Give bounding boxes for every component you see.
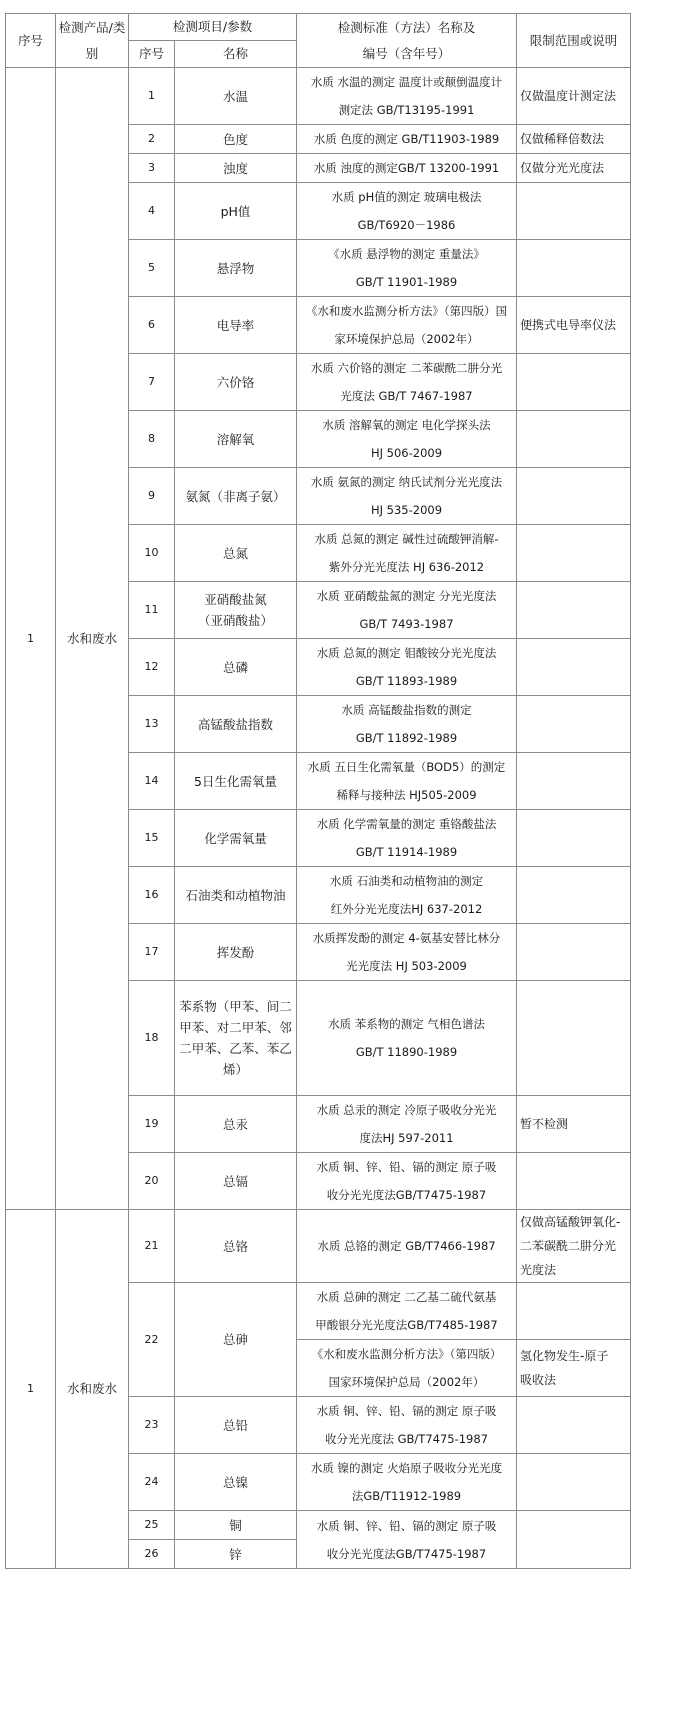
note-cell	[517, 981, 631, 1096]
note-line: 便携式电导率仪法	[520, 318, 617, 332]
note-cell	[517, 1210, 631, 1283]
header-item-group: 检测项目/参数	[129, 14, 297, 41]
item-name-cell	[175, 1540, 297, 1569]
standards-table	[5, 13, 631, 1569]
item-seq-cell: 13	[129, 696, 175, 753]
note-cell	[517, 525, 631, 582]
item-name-cell	[175, 753, 297, 810]
standard-cell	[297, 1454, 517, 1511]
note-line: 仅做稀释倍数法	[520, 132, 605, 146]
standard-line: 水质 总氮的测定 碱性过硫酸钾消解-	[314, 532, 499, 546]
note-line: 仅做分光光度法	[520, 161, 605, 175]
standard-line: 水质 铜、锌、铅、镉的测定 原子吸	[316, 1404, 497, 1418]
item-name-line: 亚硝酸盐氮	[204, 592, 267, 607]
header-standard-line-2: 编号（含年号）	[362, 45, 451, 61]
header-category	[56, 14, 129, 68]
note-cell	[517, 1511, 631, 1569]
item-name-line: 挥发酚	[216, 944, 255, 960]
standard-line: 测定法 GB/T13195-1991	[338, 103, 475, 117]
standard-line: 《水质 悬浮物的测定 重量法》	[328, 247, 485, 261]
item-seq-cell: 21	[129, 1210, 175, 1283]
standard-line: 《水和废水监测分析方法》（第四版）国	[305, 304, 508, 318]
standard-line: 水质 总汞的测定 冷原子吸收分光光	[316, 1103, 497, 1117]
item-name-cell	[175, 1454, 297, 1511]
item-name-line: 电导率	[216, 317, 255, 333]
item-seq-cell: 5	[129, 240, 175, 297]
item-name-cell	[175, 1153, 297, 1210]
note-line: 暂不检测	[520, 1117, 569, 1131]
item-name-cell	[175, 867, 297, 924]
item-name-cell	[175, 125, 297, 154]
standard-line: GB/T 11893-1989	[355, 674, 458, 688]
standard-line: 水质 六价铬的测定 二苯碳酰二肼分光	[310, 361, 503, 375]
item-seq-cell: 15	[129, 810, 175, 867]
standard-line: 家环境保护总局（2002年）	[334, 332, 479, 346]
standard-line: 收分光光度法GB/T7475-1987	[326, 1546, 487, 1561]
note-cell	[517, 696, 631, 753]
note-line: 仅做高锰酸钾氧化-	[520, 1215, 621, 1229]
item-name-line: 苯系物（甲苯、间二	[179, 999, 292, 1014]
note-cell	[517, 1153, 631, 1210]
item-name-line: pH值	[220, 203, 251, 219]
standard-line: 红外分光光度法HJ 637-2012	[330, 902, 483, 916]
standard-cell	[297, 1397, 517, 1454]
standard-cell	[297, 468, 517, 525]
item-name-cell	[175, 1511, 297, 1540]
standard-line: 甲酸银分光光度法GB/T7485-1987	[315, 1318, 498, 1332]
item-seq-cell: 8	[129, 411, 175, 468]
standard-line: 水质 色度的测定 GB/T11903-1989	[313, 132, 500, 146]
note-cell	[517, 354, 631, 411]
standard-cell	[297, 582, 517, 639]
standard-line: GB/T6920－1986	[357, 218, 456, 232]
item-seq-cell: 16	[129, 867, 175, 924]
standard-line: 水质 总砷的测定 二乙基二硫代氨基	[316, 1290, 497, 1304]
standard-line: 水质 苯系物的测定 气相色谱法	[328, 1017, 485, 1031]
item-name-line: 总镉	[222, 1173, 248, 1189]
item-seq-cell: 10	[129, 525, 175, 582]
item-name-line: 悬浮物	[216, 260, 255, 276]
standard-line: 水质 水温的测定 温度计或颠倒温度计	[310, 75, 503, 89]
note-cell	[517, 1283, 631, 1340]
item-seq-cell: 20	[129, 1153, 175, 1210]
standard-line: HJ 506-2009	[370, 446, 443, 460]
item-name-line: 二甲苯、乙苯、苯乙	[179, 1041, 292, 1056]
item-seq-cell: 7	[129, 354, 175, 411]
standard-line: 水质 浊度的测定GB/T 13200-1991	[313, 161, 500, 175]
standard-cell	[297, 240, 517, 297]
group-seq-cell: 1	[6, 1210, 56, 1569]
item-name-line: 总砷	[222, 1332, 248, 1347]
note-cell	[517, 867, 631, 924]
item-name-line: 色度	[222, 131, 248, 147]
standard-line: 水质 石油类和动植物油的测定	[329, 874, 484, 888]
note-line: 二苯碳酰二肼分光	[520, 1239, 617, 1253]
item-seq-cell: 14	[129, 753, 175, 810]
standard-line: GB/T 11890-1989	[355, 1045, 458, 1059]
standard-line: 稀释与接种法 HJ505-2009	[336, 788, 477, 802]
note-line: 光度法	[520, 1263, 557, 1277]
header-item-name: 名称	[175, 41, 297, 68]
note-cell	[517, 582, 631, 639]
item-seq-cell: 24	[129, 1454, 175, 1511]
item-seq-cell: 22	[129, 1283, 175, 1397]
item-name-cell	[175, 924, 297, 981]
item-name-line: 化学需氧量	[204, 830, 267, 846]
standard-line: 水质 总铬的测定 GB/T7466-1987	[317, 1239, 496, 1253]
table-row	[6, 68, 631, 125]
standard-line: 国家环境保护总局（2002年）	[328, 1375, 485, 1389]
note-cell	[517, 1096, 631, 1153]
note-cell	[517, 810, 631, 867]
standard-cell	[297, 810, 517, 867]
note-cell	[517, 924, 631, 981]
item-name-line: 5日生化需氧量	[194, 773, 277, 789]
standard-cell	[297, 525, 517, 582]
item-name-cell	[175, 354, 297, 411]
standard-cell	[297, 1096, 517, 1153]
standard-cell	[297, 183, 517, 240]
note-cell	[517, 639, 631, 696]
item-seq-cell: 4	[129, 183, 175, 240]
item-name-line: 烯）	[222, 1062, 248, 1077]
item-name-cell	[175, 468, 297, 525]
note-cell	[517, 1340, 631, 1397]
item-name-cell	[175, 525, 297, 582]
header-item-seq: 序号	[129, 41, 175, 68]
standard-line: 度法HJ 597-2011	[359, 1131, 454, 1145]
note-cell	[517, 753, 631, 810]
item-seq-cell: 9	[129, 468, 175, 525]
standard-cell	[297, 297, 517, 354]
standard-line: 水质 亚硝酸盐氮的测定 分光光度法	[316, 589, 497, 603]
standard-line: HJ 535-2009	[370, 503, 443, 517]
item-name-cell	[175, 639, 297, 696]
note-cell	[517, 1397, 631, 1454]
item-name-line: 高锰酸盐指数	[197, 716, 273, 732]
header-standard-line-1: 检测标准（方法）名称及	[337, 19, 476, 35]
item-name-cell	[175, 1283, 297, 1397]
standard-line: 水质 pH值的测定 玻璃电极法	[331, 190, 482, 204]
item-name-cell	[175, 68, 297, 125]
standard-line: 水质 溶解氧的测定 电化学探头法	[322, 418, 491, 432]
note-line: 仅做温度计测定法	[520, 89, 617, 103]
item-seq-cell: 11	[129, 582, 175, 639]
item-name-cell	[175, 1397, 297, 1454]
standard-line: 法GB/T11912-1989	[351, 1489, 462, 1503]
item-name-line: 总汞	[222, 1116, 248, 1132]
standard-line: GB/T 11901-1989	[355, 275, 458, 289]
standard-line: 收分光光度法GB/T7475-1987	[326, 1188, 487, 1202]
standard-line: 紫外分光光度法 HJ 636-2012	[328, 560, 485, 574]
standard-cell	[297, 68, 517, 125]
standard-line: 光光度法 HJ 503-2009	[346, 959, 467, 973]
note-cell	[517, 411, 631, 468]
item-name-cell	[175, 696, 297, 753]
standard-line: GB/T 11892-1989	[355, 731, 458, 745]
header-note: 限制范围或说明	[517, 14, 631, 68]
item-name-cell	[175, 981, 297, 1096]
item-seq-cell: 1	[129, 68, 175, 125]
item-name-line: 总铬	[222, 1238, 248, 1254]
standard-line: 光度法 GB/T 7467-1987	[340, 389, 473, 403]
standard-cell	[297, 154, 517, 183]
note-line: 吸收法	[520, 1373, 557, 1387]
item-name-line: 水温	[222, 88, 248, 104]
item-name-cell	[175, 582, 297, 639]
item-name-line: 总氮	[222, 545, 248, 561]
note-cell	[517, 154, 631, 183]
item-name-line: 铜	[229, 1517, 242, 1533]
standard-line: 水质 总氮的测定 钼酸铵分光光度法	[316, 646, 497, 660]
group-category-cell: 水和废水	[56, 68, 129, 1210]
item-seq-cell: 25	[129, 1511, 175, 1540]
item-seq-cell: 26	[129, 1540, 175, 1569]
item-seq-cell: 19	[129, 1096, 175, 1153]
item-name-cell	[175, 810, 297, 867]
item-name-cell	[175, 1210, 297, 1283]
group-category-cell: 水和废水	[56, 1210, 129, 1569]
standard-line: 水质 铜、锌、铅、镉的测定 原子吸	[316, 1518, 497, 1533]
item-name-line: （亚硝酸盐）	[197, 613, 273, 628]
item-name-line: 锌	[229, 1546, 242, 1562]
standard-cell	[297, 125, 517, 154]
item-name-line: 溶解氧	[216, 431, 255, 447]
standard-line: 水质 五日生化需氧量（BOD5）的测定	[307, 760, 506, 774]
standard-line: 水质挥发酚的测定 4-氨基安替比林分	[312, 931, 501, 945]
item-name-line: 甲苯、对二甲苯、邻	[179, 1020, 292, 1035]
item-name-cell	[175, 297, 297, 354]
standard-line: GB/T 7493-1987	[359, 617, 454, 631]
item-name-cell	[175, 1096, 297, 1153]
item-name-line: 氨氮（非离子氨）	[185, 488, 286, 504]
item-name-line: 总镍	[222, 1474, 248, 1490]
standard-cell	[297, 696, 517, 753]
note-cell	[517, 183, 631, 240]
standard-cell	[297, 1511, 517, 1569]
standard-cell	[297, 1210, 517, 1283]
item-seq-cell: 23	[129, 1397, 175, 1454]
item-seq-cell: 6	[129, 297, 175, 354]
item-name-cell	[175, 183, 297, 240]
item-seq-cell: 2	[129, 125, 175, 154]
note-cell	[517, 240, 631, 297]
item-name-cell	[175, 240, 297, 297]
standard-cell	[297, 639, 517, 696]
standard-cell	[297, 411, 517, 468]
item-name-line: 六价铬	[216, 374, 255, 390]
standard-line: GB/T 11914-1989	[355, 845, 458, 859]
standard-line: 水质 高锰酸盐指数的测定	[341, 703, 472, 717]
standard-cell	[297, 354, 517, 411]
item-seq-cell: 3	[129, 154, 175, 183]
standard-line: 水质 氨氮的测定 纳氏试剂分光光度法	[310, 475, 503, 489]
item-name-line: 浊度	[222, 160, 248, 176]
standard-cell	[297, 1340, 517, 1397]
standard-cell	[297, 1283, 517, 1340]
standard-line: 水质 化学需氧量的测定 重铬酸盐法	[316, 817, 497, 831]
group-seq-cell: 1	[6, 68, 56, 1210]
item-seq-cell: 12	[129, 639, 175, 696]
note-cell	[517, 1454, 631, 1511]
item-name-line: 总铅	[222, 1417, 248, 1433]
header-seq: 序号	[6, 14, 56, 68]
note-line: 氢化物发生-原子	[520, 1349, 609, 1363]
note-cell	[517, 125, 631, 154]
note-cell	[517, 297, 631, 354]
table-row	[6, 1210, 631, 1283]
standards-table-sheet	[5, 13, 630, 1569]
item-seq-cell: 18	[129, 981, 175, 1096]
note-cell	[517, 68, 631, 125]
note-cell	[517, 468, 631, 525]
standard-cell	[297, 753, 517, 810]
item-name-cell	[175, 411, 297, 468]
item-name-line: 石油类和动植物油	[185, 887, 286, 903]
standard-cell	[297, 924, 517, 981]
standard-line: 《水和废水监测分析方法》（第四版）	[311, 1347, 502, 1361]
item-seq-cell: 17	[129, 924, 175, 981]
standard-cell	[297, 1153, 517, 1210]
header-standard	[297, 14, 517, 68]
item-name-cell	[175, 154, 297, 183]
standard-line: 水质 镍的测定 火焰原子吸收分光光度	[310, 1461, 503, 1475]
standard-cell	[297, 867, 517, 924]
header-category-text: 检测产品/类别	[58, 19, 126, 61]
item-name-line: 总磷	[222, 659, 248, 675]
standard-line: 水质 铜、锌、铅、镉的测定 原子吸	[316, 1160, 497, 1174]
standard-line: 收分光光度法 GB/T7475-1987	[324, 1432, 489, 1446]
standard-cell	[297, 981, 517, 1096]
